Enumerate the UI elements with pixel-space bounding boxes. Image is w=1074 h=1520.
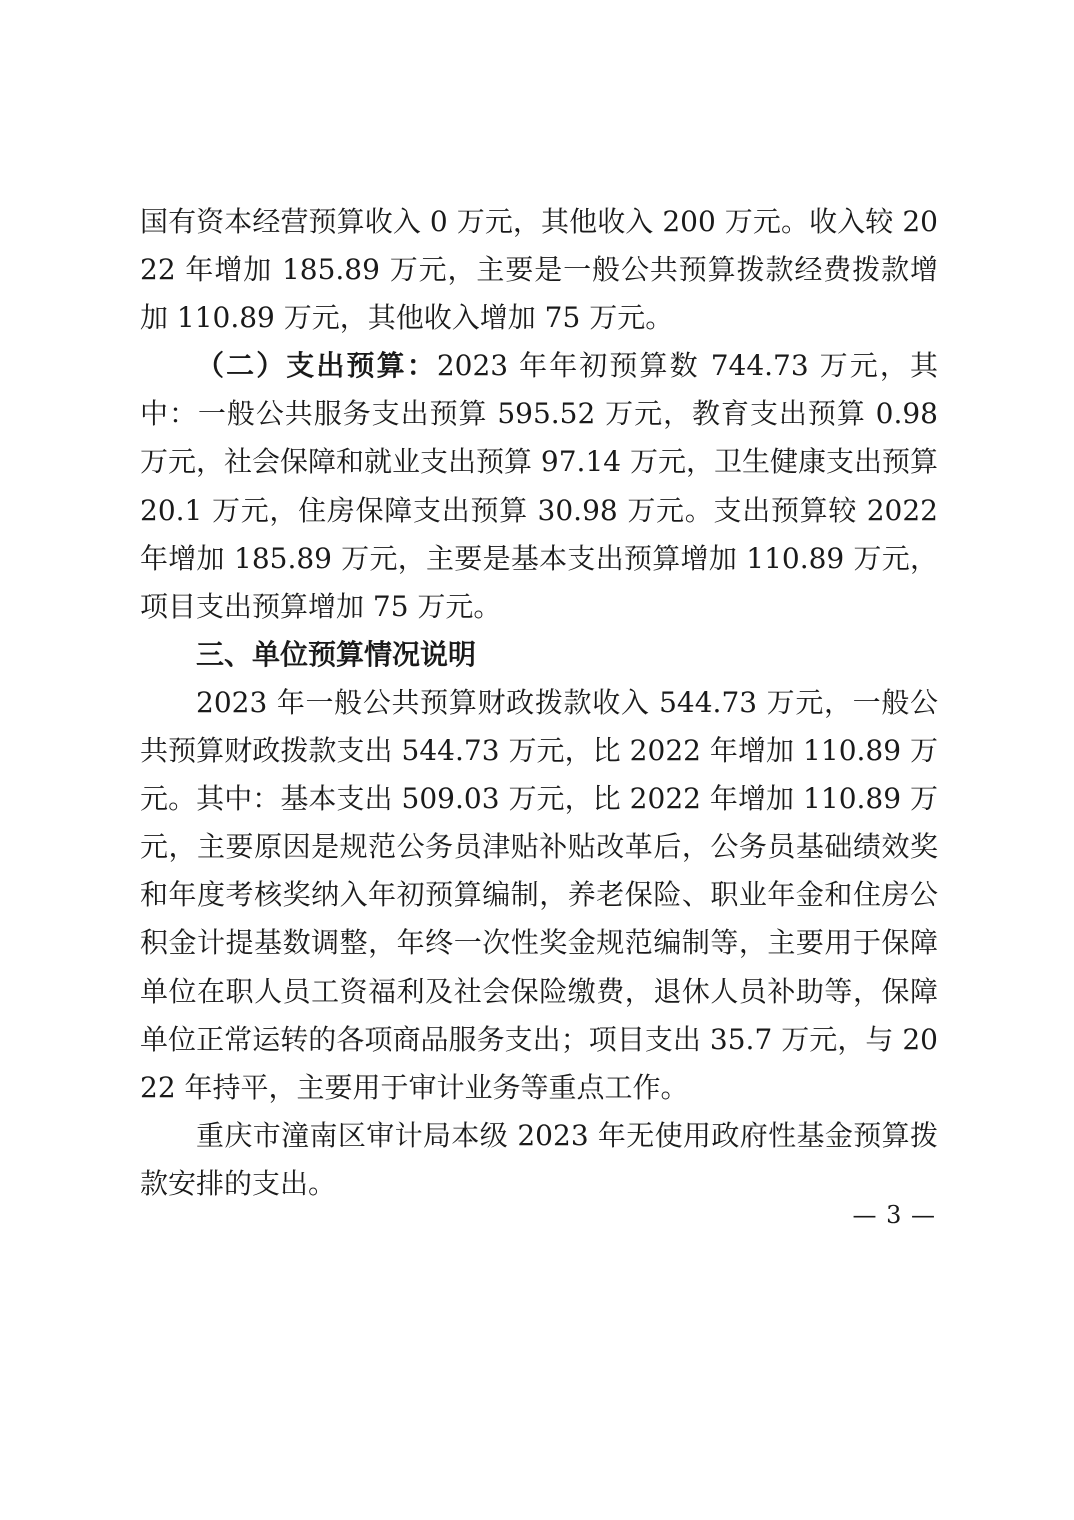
page-number: — 3 — [852,1201,936,1229]
section-heading-unit-budget: 三、单位预算情况说明 [196,637,477,671]
expenditure-budget-text: 2023 年年初预算数 744.73 万元，其中：一般公共服务支出预算 595.52 万元，教育支出预算 0.98 万元，社会保障和就业支出预算 97.14 万元，卫生健康支出预算 20.1 万元，住房保障支出预算 30.98 万元。支出预算较 2022 年增加 185.89 万元，主要是基本支出预算增加 110.89 万元，项目支出预算增加 75 万元。 [140,349,938,623]
expenditure-budget-label: （二）支出预算： [196,349,437,383]
paragraph-income-continued: 国有资本经营预算收入 0 万元，其他收入 200 万元。收入较 2022 年增加 185.89 万元，主要是一般公共预算拨款经费拨款增加 110.89 万元，其他收入增加 75 万元。 [140,205,938,335]
paragraph-government-fund: 重庆市潼南区审计局本级 2023 年无使用政府性基金预算拨款安排的支出。 [140,1118,938,1200]
paragraph-expenditure-budget [140,342,938,631]
paragraph-general-public-budget: 2023 年一般公共预算财政拨款收入 544.73 万元，一般公共预算财政拨款支出 544.73 万元，比 2022 年增加 110.89 万元。其中：基本支出 509.03 万元，比 2022 年增加 110.89 万元，主要原因是规范公务员津贴补贴改革后，公务员基础绩效奖和年度考核奖纳入年初预算编制，养老保险、职业年金和住房公积金计提基数调整，年终一次性奖金规范编制等，主要用于保障单位在职人员工资福利及社会保险缴费，退休人员补助等，保障单位正常运转的各项商品服务支出；项目支出 35.7 万元，与 2022 年持平，主要用于审计业务等重点工作。 [140,685,938,1104]
document-page [140,198,938,1208]
